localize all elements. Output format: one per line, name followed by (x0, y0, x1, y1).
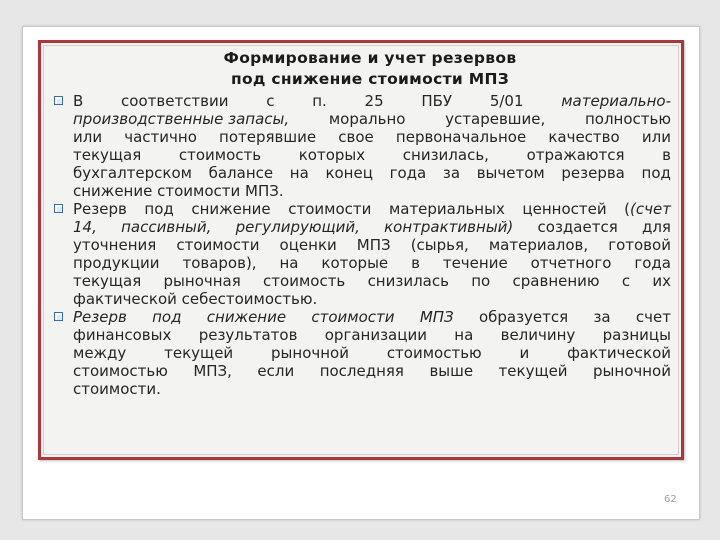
title-line-2: под снижение стоимости МПЗ (230, 70, 510, 88)
bullet-item (73, 200, 671, 308)
bullet-item (73, 92, 671, 200)
text-line: стоимостью МПЗ, если последняя выше текущей рыночной (73, 362, 671, 380)
slide-title (150, 48, 590, 90)
text-line: Резерв под снижение стоимости МПЗ образуется за счет (73, 308, 671, 326)
text-line: снижение стоимости МПЗ. (73, 182, 284, 200)
page-number: 62 (664, 494, 677, 505)
bullet-item (73, 308, 671, 398)
title-line-1: Формирование и учет резервов (223, 49, 517, 67)
square-bullet-icon (54, 204, 63, 213)
text-line: между текущей рыночной стоимостью и фактической (73, 344, 671, 362)
square-bullet-icon (54, 312, 63, 321)
text-line: фактической себестоимостью. (73, 290, 318, 308)
text-line: Резерв под снижение стоимости материальных ценностей ((счет (73, 200, 671, 218)
square-bullet-icon (54, 96, 63, 105)
bullet-list (73, 92, 671, 398)
text-line: стоимости. (73, 380, 161, 398)
text-line: продукции товаров), на которые в течение отчетного года (73, 254, 671, 272)
text-line: текущая стоимость которых снизилась, отражаются в (73, 146, 671, 164)
text-line: производственные запасы, морально устаревшие, полностью (73, 110, 671, 128)
text-line: бухгалтерском балансе на конец года за вычетом резерва под (73, 164, 671, 182)
text-line: уточнения стоимости оценки МПЗ (сырья, материалов, готовой (73, 236, 671, 254)
text-line: финансовых результатов организации на величину разницы (73, 326, 671, 344)
text-line: или частично потерявшие свое первоначальное качество или (73, 128, 671, 146)
text-line: текущая рыночная стоимость снизилась по сравнению с их (73, 272, 671, 290)
text-line: В соответствии с п. 25 ПБУ 5/01 материально- (73, 92, 671, 110)
text-line: 14, пассивный, регулирующий, контрактивный) создается для (73, 218, 671, 236)
